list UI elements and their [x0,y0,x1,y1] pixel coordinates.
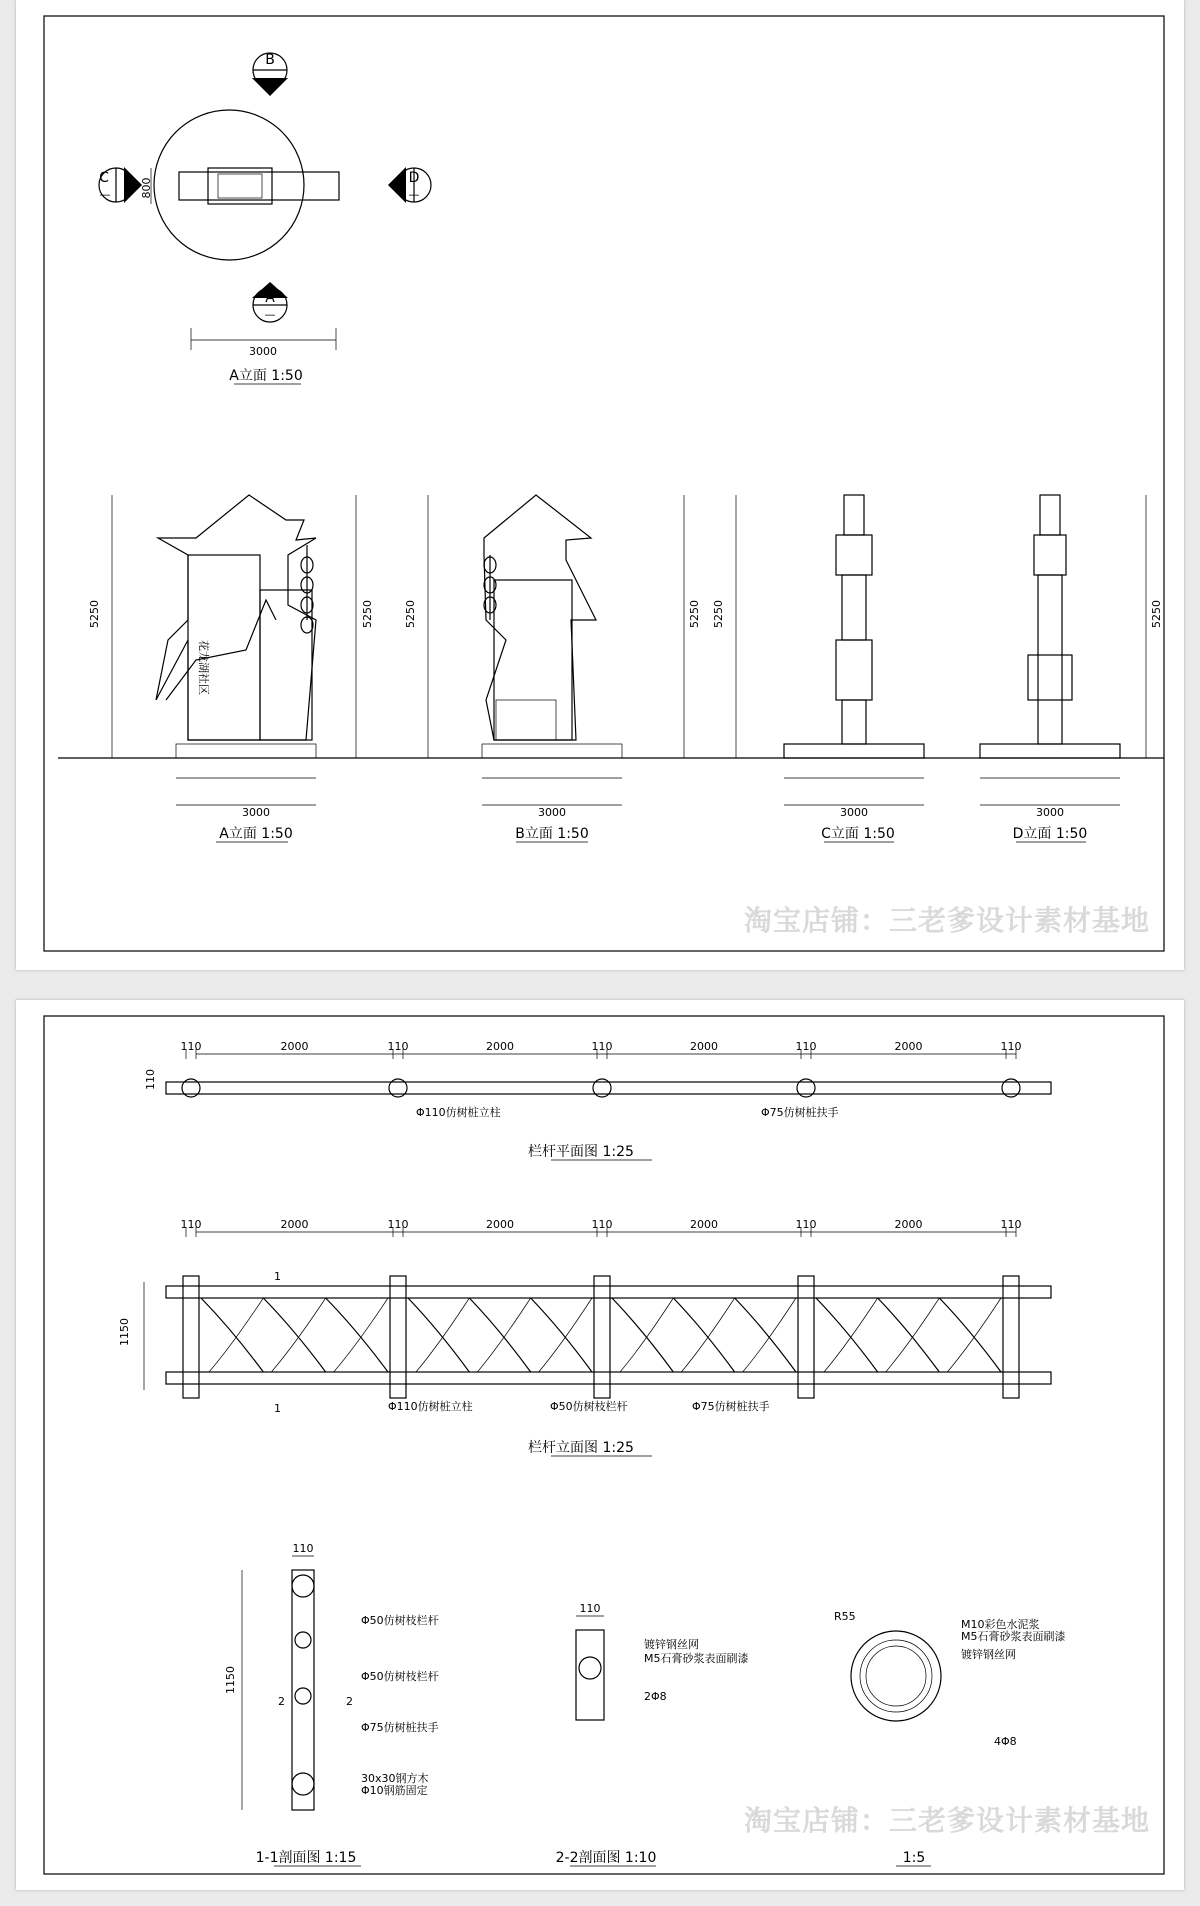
sheet-1-drawing [16,0,1184,970]
svg-text:3000: 3000 [1036,806,1064,819]
branch-curve [939,1298,1001,1372]
svg-text:3000: 3000 [840,806,868,819]
svg-text:镀锌钢丝网: 镀锌钢丝网 [961,1648,1016,1661]
svg-text:30x30钢方木: 30x30钢方木 [361,1772,429,1785]
dim-label: 110 [591,1040,613,1053]
drawing-sheet-2 [16,1000,1184,1890]
branch-curve [816,1298,878,1372]
svg-text:800: 800 [140,177,153,199]
section-2-2 [556,1602,749,1866]
svg-text:5250: 5250 [361,600,374,628]
svg-text:4Φ8: 4Φ8 [994,1735,1017,1748]
svg-text:栏杆平面图 1:25: 栏杆平面图 1:25 [528,1144,634,1160]
svg-text:110: 110 [144,1069,157,1090]
dim-label: 110 [591,1218,613,1231]
svg-text:D立面 1:50: D立面 1:50 [1012,826,1088,842]
drawing-sheet-1 [16,0,1184,970]
rail-post [183,1276,199,1398]
svg-text:3000: 3000 [538,806,566,819]
rail-post [798,1276,814,1398]
svg-text:Φ110仿树桩立柱: Φ110仿树桩立柱 [388,1400,473,1413]
svg-text:5250: 5250 [88,600,101,628]
svg-text:5250: 5250 [1150,600,1163,628]
dim-label: 2000 [486,1218,514,1231]
svg-text:—: — [264,72,276,85]
svg-text:C: C [99,170,109,186]
dim-label: 110 [180,1040,202,1053]
branch-curve [201,1298,263,1372]
svg-text:M10彩色水泥浆: M10彩色水泥浆 [961,1618,1040,1631]
svg-text:A立面 1:50: A立面 1:50 [229,368,303,384]
branch-curve [673,1298,734,1372]
branch-curve [469,1298,530,1372]
elevation-a [88,495,374,842]
svg-text:M5石膏砂浆表面刷漆: M5石膏砂浆表面刷漆 [644,1652,749,1665]
svg-text:—: — [99,188,111,201]
dim-label: 110 [387,1218,409,1231]
sheet-2-drawing [16,1000,1184,1890]
dim-label: 110 [387,1040,409,1053]
svg-text:3000: 3000 [242,806,270,819]
rail-post [1003,1276,1019,1398]
svg-text:Φ50仿树枝栏杆: Φ50仿树枝栏杆 [361,1614,439,1627]
svg-text:镀锌钢丝网: 镀锌钢丝网 [644,1638,699,1651]
svg-text:110: 110 [579,1602,601,1615]
svg-text:2-2剖面图 1:10: 2-2剖面图 1:10 [555,1850,657,1866]
dim-label: 110 [1000,1040,1022,1053]
svg-text:5250: 5250 [404,600,417,628]
rail-post [390,1276,406,1398]
svg-text:2: 2 [346,1695,353,1708]
svg-text:—: — [264,308,276,321]
branch-curve [735,1298,796,1372]
dim-label: 2000 [486,1040,514,1053]
svg-text:Φ110仿树桩立柱: Φ110仿树桩立柱 [416,1106,501,1119]
marker-left [99,167,142,203]
svg-text:A立面 1:50: A立面 1:50 [219,826,293,842]
svg-text:R55: R55 [834,1610,856,1623]
svg-text:Φ75仿树桩扶手: Φ75仿树桩扶手 [761,1106,839,1119]
svg-text:Φ75仿树桩扶手: Φ75仿树桩扶手 [361,1721,439,1734]
svg-text:C立面 1:50: C立面 1:50 [821,826,895,842]
elevation-b [404,495,701,842]
rail-plan [144,1040,1051,1160]
watermark-2: 淘宝店铺：三老爹设计素材基地 [743,1804,1150,1837]
svg-text:A: A [265,290,275,306]
dim-label: 2000 [690,1218,718,1231]
marker-bottom [252,282,288,322]
dim-label: 2000 [690,1040,718,1053]
svg-text:Φ75仿树桩扶手: Φ75仿树桩扶手 [692,1400,770,1413]
svg-text:5250: 5250 [688,600,701,628]
svg-text:1: 1 [274,1270,281,1283]
branch-curve [263,1298,325,1372]
dim-label: 2000 [280,1218,309,1231]
svg-text:Φ50仿树枝栏杆: Φ50仿树枝栏杆 [361,1670,439,1683]
elevation-d [980,495,1163,842]
dim-label: 2000 [894,1218,923,1231]
dim-label: 2000 [894,1040,923,1053]
marker-top [252,52,288,96]
dim-label: 110 [795,1218,817,1231]
watermark: 淘宝店铺：三老爹设计素材基地 [743,904,1150,937]
branch-curve [326,1298,388,1372]
svg-text:110: 110 [292,1542,314,1555]
svg-text:Φ10钢筋固定: Φ10钢筋固定 [361,1784,428,1797]
svg-text:—: — [408,188,420,201]
svg-text:Φ50仿树枝栏杆: Φ50仿树枝栏杆 [550,1400,628,1413]
svg-text:1150: 1150 [224,1666,237,1694]
branch-curve [531,1298,592,1372]
dim-label: 110 [1000,1218,1022,1231]
branch-curve [878,1298,940,1372]
elevation-c [712,495,924,842]
dim-label: 110 [180,1218,202,1231]
dim-label: 2000 [280,1040,309,1053]
svg-text:1150: 1150 [118,1318,131,1346]
svg-text:B: B [265,52,275,68]
svg-text:M5石膏砂浆表面刷漆: M5石膏砂浆表面刷漆 [961,1630,1066,1643]
dim-label: 110 [795,1040,817,1053]
rail-elevation [118,1218,1051,1456]
section-1-1 [224,1542,439,1866]
svg-text:花龙湖社区: 花龙湖社区 [197,640,210,695]
rail-post [594,1276,610,1398]
plan-view [99,52,431,384]
svg-text:B立面 1:50: B立面 1:50 [515,826,589,842]
branch-curve [408,1298,469,1372]
marker-right [388,167,431,203]
svg-text:5250: 5250 [712,600,725,628]
svg-text:3000: 3000 [249,345,277,358]
svg-text:2: 2 [278,1695,285,1708]
svg-text:1: 1 [274,1402,281,1415]
svg-text:1-1剖面图 1:15: 1-1剖面图 1:15 [255,1850,357,1866]
svg-text:2Φ8: 2Φ8 [644,1690,667,1703]
svg-text:D: D [408,170,420,186]
svg-text:栏杆立面图 1:25: 栏杆立面图 1:25 [528,1440,634,1456]
lantern-string [301,545,313,633]
branch-curve [612,1298,673,1372]
svg-text:1:5: 1:5 [902,1850,926,1866]
